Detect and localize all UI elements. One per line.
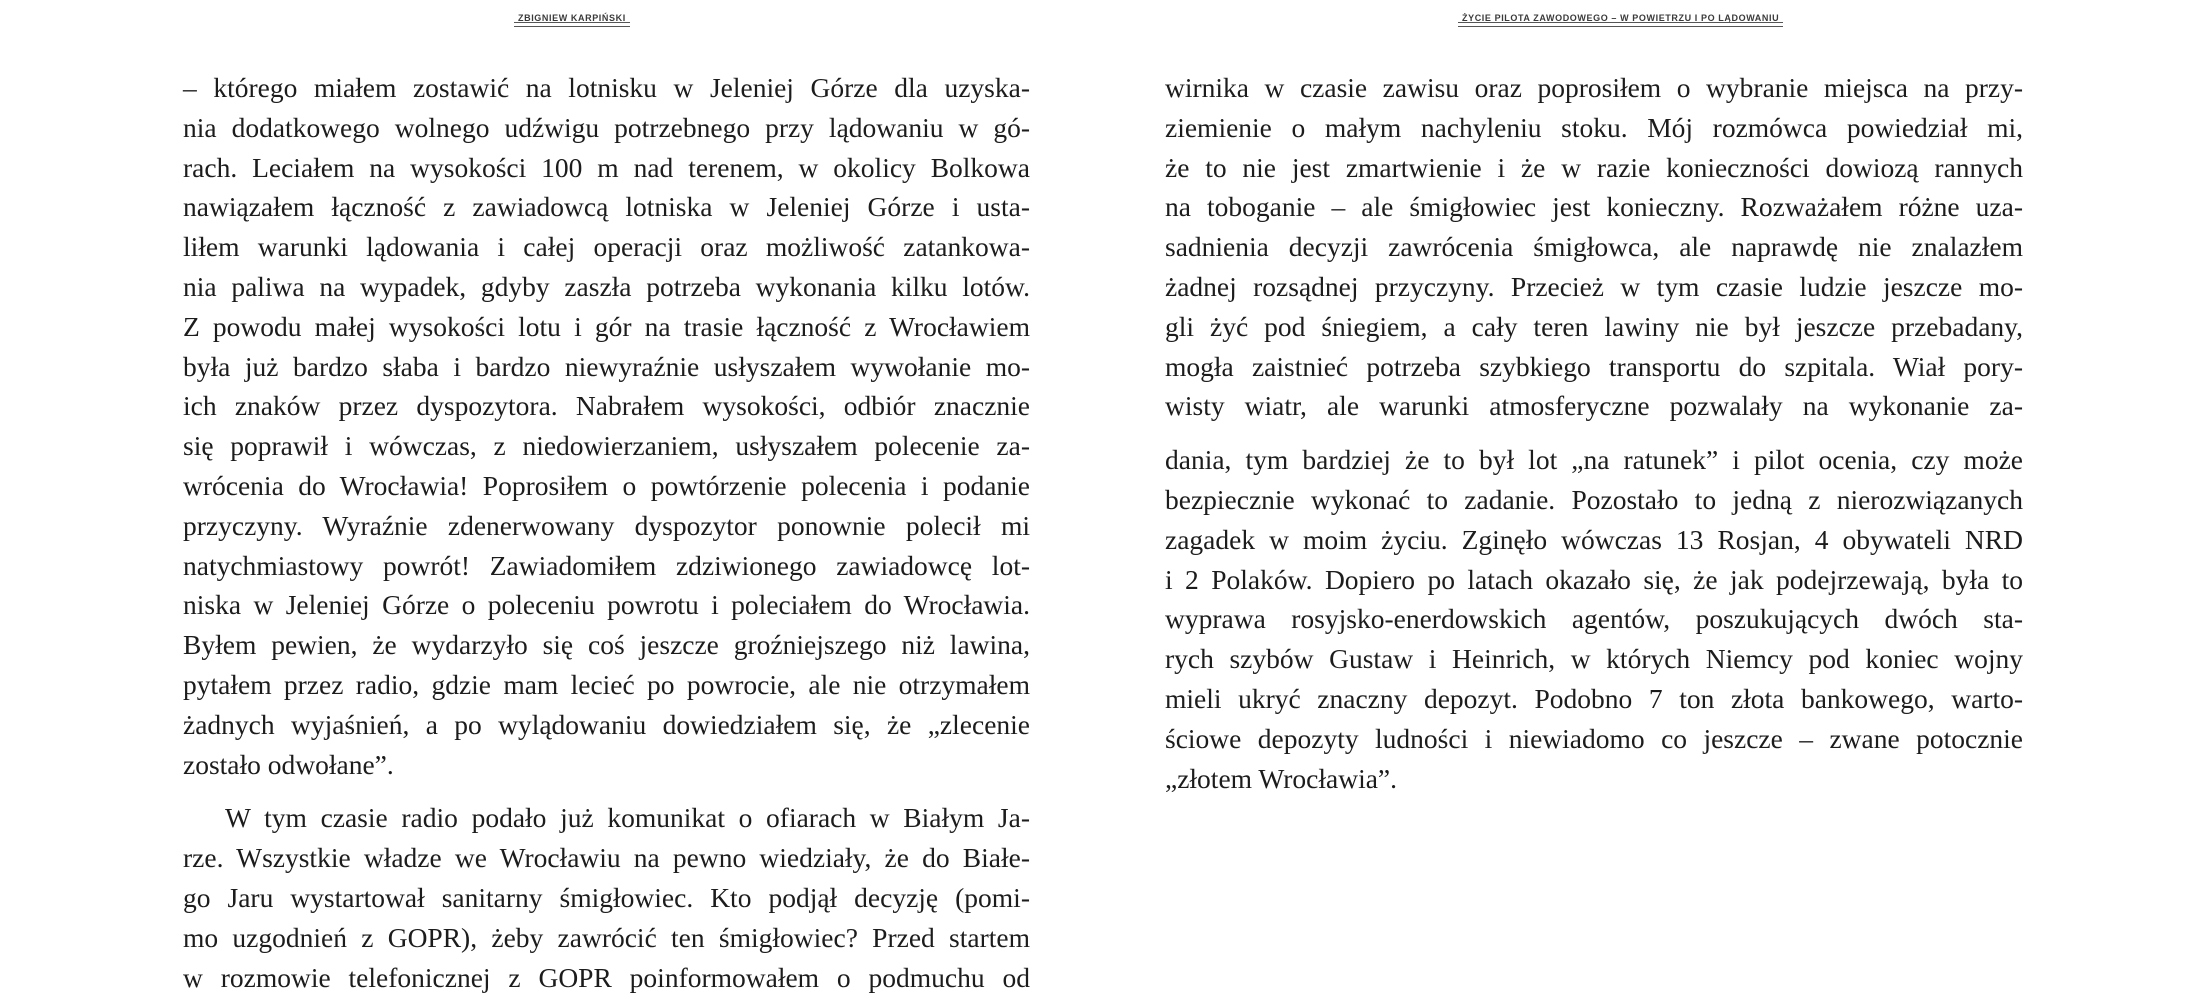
text-line: pytałem przez radio, gdzie mam lecieć po powrocie, ale nie otrzymałem <box>183 668 1030 700</box>
text-line: go Jaru wystartował sanitarny śmigłowiec. Kto podjął decyzję (pomi- <box>183 881 1030 913</box>
left-page-text <box>183 68 1030 997</box>
text-line: w rozmowie telefonicznej z GOPR poinformowałem o podmuchu od <box>183 961 1030 993</box>
text-line: rach. Leciałem na wysokości 100 m nad terenem, w okolicy Bolkowa <box>183 151 1030 183</box>
text-line: wrócenia do Wrocławia! Poprosiłem o powtórzenie polecenia i podanie <box>183 469 1030 501</box>
text-line: zagadek w moim życiu. Zginęło wówczas 13 Rosjan, 4 obywateli NRD <box>1165 523 2023 555</box>
scan-gap <box>1165 426 2023 440</box>
paragraph-gap <box>183 784 1030 798</box>
text-line: bezpiecznie wykonać to zadanie. Pozostało to jedną z nierozwiązanych <box>1165 483 2023 515</box>
text-line: mieli ukryć znaczny depozyt. Podobno 7 ton złota bankowego, warto- <box>1165 682 2023 714</box>
text-line: rych szybów Gustaw i Heinrich, w których Niemcy pod koniec wojny <box>1165 643 2023 675</box>
text-line: W tym czasie radio podało już komunikat o ofiarach w Białym Ja- <box>225 802 1030 834</box>
right-page <box>1100 0 2200 995</box>
text-line: żadnej rozsądnej przyczyny. Przecież w tym czasie ludzie jeszcze mo- <box>1165 270 2023 302</box>
text-line: „złotem Wrocławia”. <box>1165 762 1398 794</box>
text-line: gli żyć pod śniegiem, a cały teren lawiny nie był jeszcze przebadany, <box>1165 310 2023 342</box>
text-line: natychmiastowy powrót! Zawiadomiłem zdziwionego zawiadowcę lot- <box>183 549 1030 581</box>
text-line: sadnienia decyzji zawrócenia śmigłowca, ale naprawdę nie znalazłem <box>1165 231 2023 263</box>
text-line: wisty wiatr, ale warunki atmosferyczne pozwalały na wykonanie za- <box>1165 390 2023 422</box>
text-line: ściowe depozyty ludności i niewiadomo co jeszcze – zwane potocznie <box>1165 722 2023 754</box>
text-line: ziemienie o małym nachyleniu stoku. Mój rozmówca powiedział mi, <box>1165 111 2023 143</box>
text-line: że to nie jest zmartwienie i że w razie konieczności dowiozą rannych <box>1165 151 2023 183</box>
text-line: nia dodatkowego wolnego udźwigu potrzebnego przy lądowaniu w gó- <box>183 111 1030 143</box>
text-line: na toboganie – ale śmigłowiec jest konieczny. Rozważałem różne uza- <box>1165 191 2023 223</box>
text-line: wyprawa rosyjsko-enerdowskich agentów, poszukujących dwóch sta- <box>1165 603 2023 635</box>
text-line: niska w Jeleniej Górze o poleceniu powrotu i poleciałem do Wrocławia. <box>183 589 1030 621</box>
text-line: Z powodu małej wysokości lotu i gór na trasie łączność z Wrocławiem <box>183 310 1030 342</box>
left-page <box>0 0 1100 995</box>
text-line: się poprawił i wówczas, z niedowierzaniem, usłyszałem polecenie za- <box>183 430 1030 462</box>
text-line: przyczyny. Wyraźnie zdenerwowany dyspozytor ponownie polecił mi <box>183 509 1030 541</box>
text-line: rze. Wszystkie władze we Wrocławiu na pewno wiedziały, że do Białe- <box>183 842 1030 874</box>
left-running-head: ZBIGNIEW KARPIŃSKI <box>518 13 626 27</box>
text-line: – którego miałem zostawić na lotnisku w Jeleniej Górze dla uzyska- <box>183 72 1030 103</box>
text-line: mo uzgodnień z GOPR), żeby zawrócić ten śmigłowiec? Przed startem <box>183 921 1030 953</box>
text-line: wirnika w czasie zawisu oraz poprosiłem o wybranie miejsca na przy- <box>1165 72 2023 103</box>
text-line: nawiązałem łączność z zawiadowcą lotniska w Jeleniej Górze i usta- <box>183 191 1030 223</box>
text-line: nia paliwa na wypadek, gdyby zaszła potrzeba wykonania kilku lotów. <box>183 270 1030 302</box>
right-page-text <box>1165 68 2023 798</box>
text-line: ich znaków przez dyspozytora. Nabrałem wysokości, odbiór znacznie <box>183 390 1030 422</box>
text-line: Byłem pewien, że wydarzyło się coś jeszcze groźniejszego niż lawina, <box>183 629 1030 661</box>
text-line: żadnych wyjaśnień, a po wylądowaniu dowiedziałem się, że „zlecenie <box>183 708 1030 740</box>
text-line: zostało odwołane”. <box>183 748 394 780</box>
text-line: liłem warunki lądowania i całej operacji oraz możliwość zatankowa- <box>183 231 1030 263</box>
text-line: dania, tym bardziej że to był lot „na ratunek” i pilot ocenia, czy może <box>1165 444 2023 476</box>
text-line: mogła zaistnieć potrzeba szybkiego transportu do szpitala. Wiał pory- <box>1165 350 2023 382</box>
text-line: i 2 Polaków. Dopiero po latach okazało się, że jak podejrzewają, była to <box>1165 563 2023 595</box>
right-running-head: ŻYCIE PILOTA ZAWODOWEGO – W POWIETRZU I PO LĄDOWANIU <box>1462 13 1779 27</box>
text-line: była już bardzo słaba i bardzo niewyraźnie usłyszałem wywołanie mo- <box>183 350 1030 382</box>
